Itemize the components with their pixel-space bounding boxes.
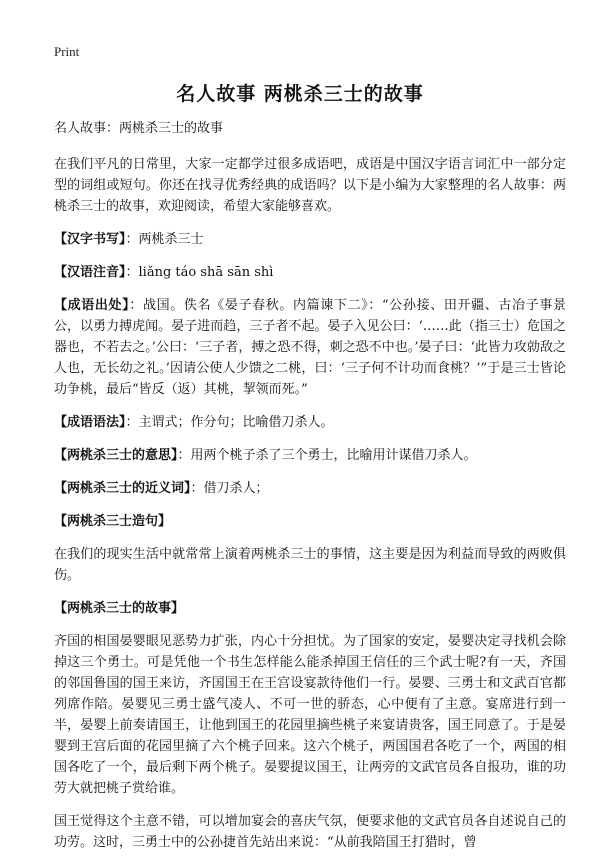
source-key: 【成语出处】 (54, 298, 130, 313)
pinyin-key: 【汉语注音】 (54, 265, 126, 280)
story-paragraph-2: 国王觉得这个主意不错，可以增加宴会的喜庆气氛，便要求他的文武官员各自述说自己的功劳。这时，三勇士中的公孙捷首先站出来说：“从前我陪国王打猎时，曾 (54, 814, 566, 850)
grammar-value: ：主谓式；作分句；比喻借刀杀人。 (125, 415, 334, 430)
meaning-key: 【两桃杀三士的意思】 (54, 448, 178, 463)
meaning-entry (54, 445, 566, 466)
writing-key: 【汉字书写】 (54, 232, 126, 247)
pinyin-entry (54, 262, 566, 283)
writing-value: ：两桃杀三士 (125, 232, 204, 247)
print-link[interactable]: Print (54, 44, 80, 59)
grammar-entry (54, 412, 566, 433)
source-entry (54, 295, 566, 400)
pinyin-value: ：liǎng táo shā sān shì (125, 265, 274, 280)
synonym-key: 【两桃杀三士的近义词】 (54, 481, 191, 496)
article-subtitle: 名人故事：两桃杀三士的故事 (54, 121, 224, 136)
source-value: ：战国。佚名《晏子春秋。内篇谏下二》：“公孙接、田开疆、古冶子事景公，以勇力搏虎闻。晏子进而趋，三子者不起。晏子入见公曰：‘……此（指三士）危国之器也，不若去之。’公曰：‘三子者，搏之恐不得，刺之恐不中也。’晏子曰：‘此皆力攻勍敌之人也，无长幼之礼。’因请公使人少馈之二桃，曰：‘三子何不计功而食桃？’”于是三士皆论功争桃，最后“皆反（返）其桃，挈领而死。” (54, 298, 566, 397)
meaning-value: ：用两个桃子杀了三个勇士，比喻用计谋借刀杀人。 (177, 448, 477, 463)
sentence-paragraph: 在我们的现实生活中就常常上演着两桃杀三士的事情，这主要是因为利益而导致的两败俱伤。 (54, 547, 566, 583)
grammar-key: 【成语语法】 (54, 415, 126, 430)
writing-entry (54, 229, 566, 250)
sentence-heading: 【两桃杀三士造句】 (54, 514, 172, 529)
synonym-value: ：借刀杀人； (190, 481, 269, 496)
page-title: 名人故事 两桃杀三士的故事 (176, 83, 424, 105)
synonym-entry (54, 478, 566, 499)
story-paragraph-1: 齐国的相国晏婴眼见恶势力扩张，内心十分担忧。为了国家的安定，晏婴决定寻找机会除掉这三个勇士。可是凭他一个书生怎样能么能杀掉国王信任的三个武士呢?有一天，齐国的邻国鲁国的国王来访，齐国国王在王宫设宴款待他们一行。晏婴、三勇士和文武百官都列席作陪。晏婴见三勇士盛气凌人、不可一世的骄态，心中便有了主意。宴席进行到一半，晏婴上前奏请国王，让他到国王的花园里摘些桃子来宴请贵客，国王同意了。于是晏婴到王宫后面的花园里摘了六个桃子回来。这六个桃子，两国国君各吃了一个，两国的相国各吃了一个，最后剩下两个桃子。晏婴提议国王，让两旁的文武官员各自报功，谁的功劳大就把桃子赏给谁。 (54, 634, 566, 796)
article-body (54, 118, 566, 865)
story-heading: 【两桃杀三士的故事】 (54, 601, 185, 616)
intro-paragraph: 在我们平凡的日常里，大家一定都学过很多成语吧，成语是中国汉字语言词汇中一部分定型的词组或短句。你还在找寻优秀经典的成语吗？以下是小编为大家整理的名人故事：两桃杀三士的故事，欢迎阅读，希望大家能够喜欢。 (54, 157, 566, 214)
